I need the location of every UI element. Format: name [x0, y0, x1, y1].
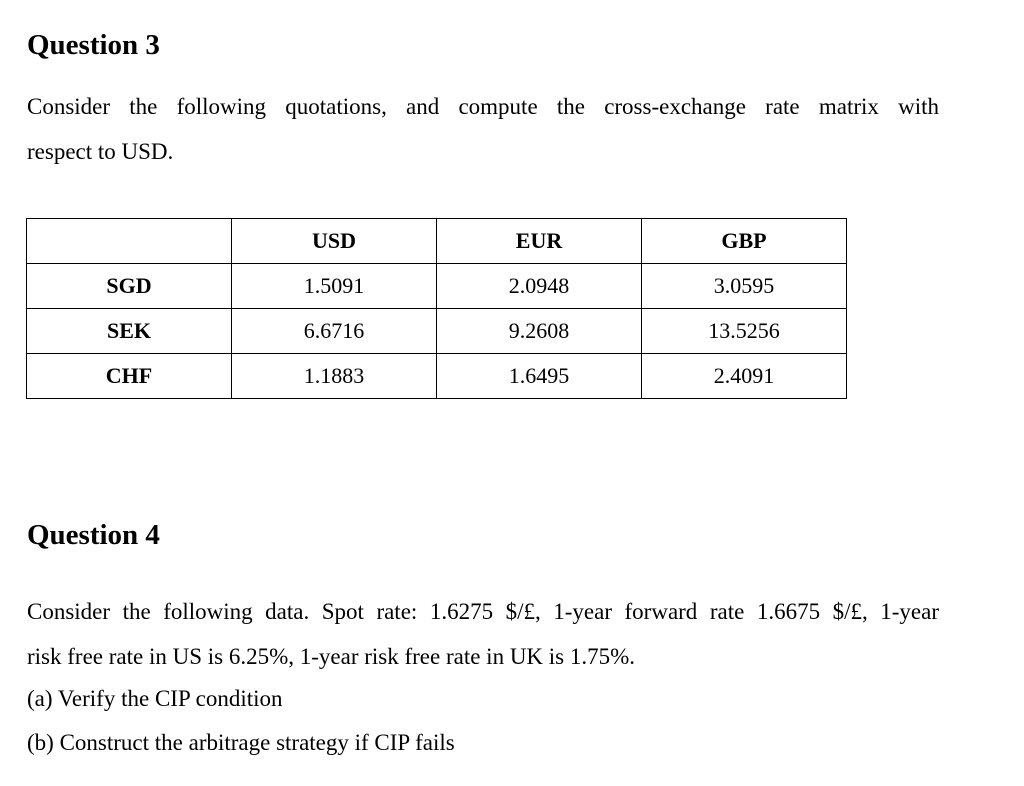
column-header-gbp: GBP: [642, 219, 847, 264]
table-cell: 3.0595: [642, 264, 847, 309]
column-header-eur: EUR: [437, 219, 642, 264]
question-4-part-b: (b) Construct the arbitrage strategy if CIP fails: [27, 730, 455, 755]
row-header-sek: SEK: [27, 309, 232, 354]
question-4-data-line-2: risk free rate in US is 6.25%, 1-year risk free rate in UK is 1.75%.: [27, 644, 636, 669]
question-3-heading: Question 3: [27, 29, 160, 61]
table-cell: 13.5256: [642, 309, 847, 354]
table-row: [27, 264, 847, 309]
table-cell: 2.0948: [437, 264, 642, 309]
table-row: [27, 354, 847, 399]
exchange-rate-table: [26, 218, 847, 399]
question-4-part-a: (a) Verify the CIP condition: [27, 686, 283, 711]
table-cell: 2.4091: [642, 354, 847, 399]
question-4-data-line-1: Consider the following data. Spot rate: 1.6275 $/£, 1-year forward rate 1.6675 $/£, 1-year: [27, 599, 939, 624]
table-cell: 1.5091: [232, 264, 437, 309]
question-3-prompt-line-2: respect to USD.: [27, 139, 174, 164]
table-cell: 1.6495: [437, 354, 642, 399]
table-cell: 1.1883: [232, 354, 437, 399]
row-header-sgd: SGD: [27, 264, 232, 309]
table-header-row: [27, 219, 847, 264]
table-corner-cell: [27, 219, 232, 264]
table-cell: 6.6716: [232, 309, 437, 354]
table-cell: 9.2608: [437, 309, 642, 354]
row-header-chf: CHF: [27, 354, 232, 399]
question-4-heading: Question 4: [27, 519, 160, 551]
question-3-prompt-line-1: Consider the following quotations, and compute the cross-exchange rate matrix with: [27, 94, 939, 119]
table-row: [27, 309, 847, 354]
column-header-usd: USD: [232, 219, 437, 264]
